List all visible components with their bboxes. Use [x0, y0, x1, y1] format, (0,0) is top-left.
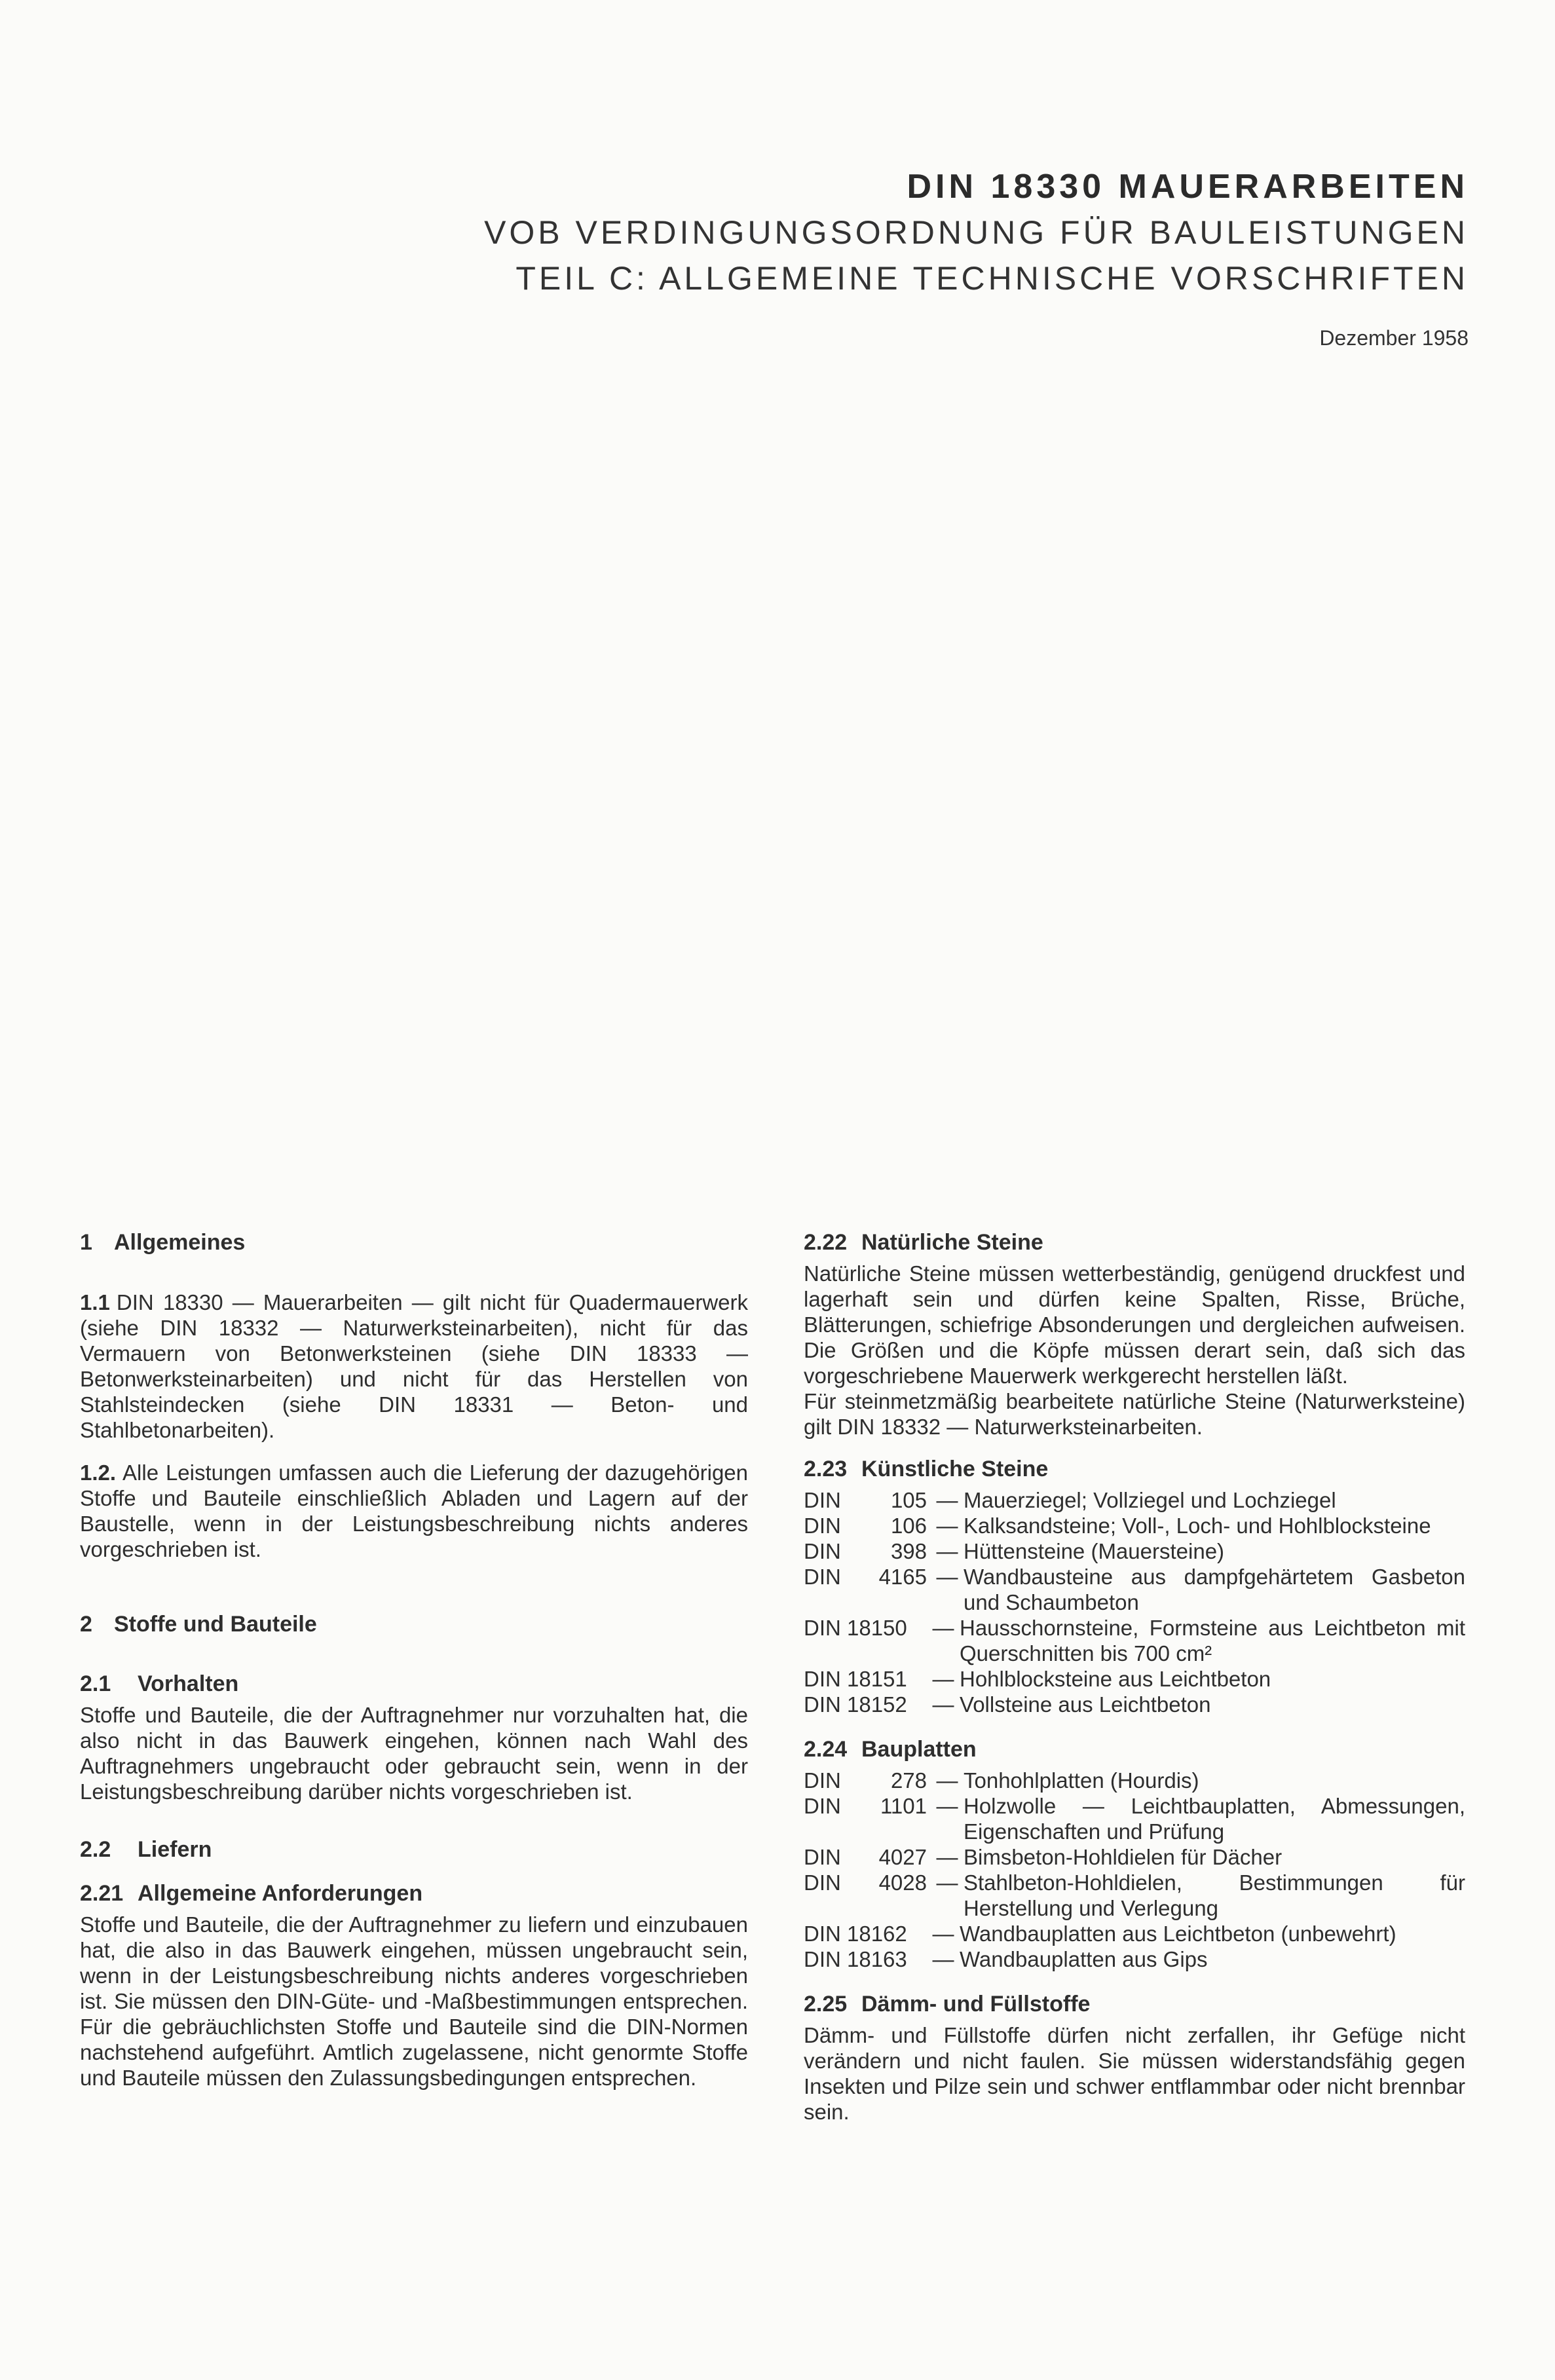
norm-list-kuenstliche-steine	[804, 1487, 1465, 1717]
norm-entry	[804, 1921, 1465, 1946]
norm-title: Kalksandsteine; Voll-, Loch- und Hohlblocksteine	[964, 1514, 1431, 1538]
section-number: 2.21	[80, 1881, 124, 1906]
norm-din-label: DIN	[804, 1845, 841, 1869]
norm-din-label: DIN 18152	[804, 1692, 907, 1717]
norm-title: Holzwolle — Leichtbauplatten, Abmessungen, Eigenschaften und Prüfung	[964, 1794, 1465, 1844]
section-heading-1	[80, 1230, 748, 1255]
section-heading-2-1	[80, 1671, 748, 1697]
norm-number: 4165	[878, 1565, 927, 1589]
section-number: 2.24	[804, 1737, 848, 1762]
paragraph-number: 1.1	[80, 1290, 110, 1314]
section-number: 2.1	[80, 1671, 111, 1696]
norm-number: 4027	[878, 1845, 927, 1869]
section-heading-2-23	[804, 1457, 1465, 1482]
norm-title: Hausschornsteine, Formsteine aus Leichtbeton mit Querschnitten bis 700 cm²	[960, 1616, 1465, 1665]
paragraph-2-22-b: Für steinmetzmäßig bearbeitete natürliche Steine (Naturwerksteine) gilt DIN 18332 — Naturwerksteinarbeiten.	[804, 1389, 1465, 1439]
section-number: 2	[80, 1612, 92, 1637]
norm-title: Vollsteine aus Leichtbeton	[960, 1692, 1211, 1717]
norm-entry	[804, 1692, 1465, 1717]
paragraph-1-2	[80, 1460, 748, 1562]
norm-dash: —	[936, 1565, 958, 1589]
norm-title: Wandbausteine aus dampfgehärtetem Gasbeton und Schaumbeton	[964, 1565, 1465, 1614]
norm-number: 4028	[878, 1870, 927, 1895]
norm-entry	[804, 1615, 1465, 1666]
document-header	[484, 164, 1469, 350]
norm-title: Stahlbeton-Hohldielen, Bestimmungen für Herstellung und Verlegung	[964, 1870, 1465, 1920]
norm-number: 398	[890, 1539, 927, 1563]
section-title: Vorhalten	[138, 1671, 239, 1696]
section-number: 2.22	[804, 1230, 848, 1255]
norm-entry	[804, 1870, 1465, 1921]
norm-din-label: DIN	[804, 1870, 841, 1895]
norm-entry	[804, 1564, 1465, 1615]
section-title: Bauplatten	[861, 1737, 977, 1762]
norm-title: Tonhohlplatten (Hourdis)	[964, 1768, 1199, 1793]
paragraph-text: DIN 18330 — Mauerarbeiten — gilt nicht für Quadermauerwerk (siehe DIN 18332 — Naturwerksteinarbeiten), nicht für das Vermauern von Betonwerksteinen (siehe DIN 18333 — Betonwerksteinarbeiten) und nicht für das Herstellen von Stahlsteindecken (siehe DIN 18331 — Beton- und Stahlbetonarbeiten).	[80, 1290, 748, 1442]
paragraph-text: Alle Leistungen umfassen auch die Lieferung der dazugehörigen Stoffe und Bauteile einschließlich Abladen und Lagern auf der Baustelle, wenn in der Leistungsbeschreibung nichts anderes vorgeschrieben ist.	[80, 1460, 748, 1561]
section-title: Künstliche Steine	[861, 1457, 1049, 1481]
norm-dash: —	[936, 1488, 958, 1512]
section-heading-2-22	[804, 1230, 1465, 1255]
norm-entry	[804, 1538, 1465, 1564]
norm-dash: —	[932, 1616, 954, 1640]
norm-title: Bimsbeton-Hohldielen für Dächer	[964, 1845, 1283, 1869]
section-heading-2-21	[80, 1881, 748, 1906]
document-title: DIN 18330 MAUERARBEITEN	[907, 168, 1469, 206]
norm-entry	[804, 1844, 1465, 1870]
norm-dash: —	[936, 1794, 958, 1818]
paragraph-1-1	[80, 1290, 748, 1443]
section-heading-2-25	[804, 1992, 1465, 2017]
norm-dash: —	[936, 1870, 958, 1895]
document-subtitle-vob: VOB VERDINGUNGSORDNUNG FÜR BAULEISTUNGEN	[484, 214, 1469, 251]
norm-dash: —	[936, 1539, 958, 1563]
norm-entry	[804, 1946, 1465, 1972]
norm-dash: —	[932, 1692, 954, 1717]
norm-dash: —	[932, 1922, 954, 1946]
norm-din-label: DIN 18162	[804, 1922, 907, 1946]
norm-title: Wandbauplatten aus Gips	[960, 1947, 1208, 1971]
left-column	[80, 1230, 748, 2091]
norm-entry	[804, 1666, 1465, 1692]
section-number: 2.25	[804, 1992, 848, 2017]
norm-entry	[804, 1768, 1465, 1793]
norm-entry	[804, 1487, 1465, 1513]
norm-number: 106	[890, 1514, 927, 1538]
norm-title: Mauerziegel; Vollziegel und Lochziegel	[964, 1488, 1336, 1512]
norm-din-label: DIN	[804, 1768, 841, 1793]
norm-din-label: DIN	[804, 1514, 841, 1538]
norm-title: Hohlblocksteine aus Leichtbeton	[960, 1667, 1271, 1691]
norm-dash: —	[936, 1845, 958, 1869]
norm-din-label: DIN	[804, 1539, 841, 1563]
norm-entry	[804, 1793, 1465, 1844]
norm-dash: —	[932, 1947, 954, 1971]
norm-din-label: DIN 18150	[804, 1616, 907, 1640]
section-title: Liefern	[138, 1837, 212, 1862]
section-title: Allgemeines	[114, 1230, 246, 1255]
norm-title: Wandbauplatten aus Leichtbeton (unbewehrt)	[960, 1922, 1396, 1946]
norm-dash: —	[936, 1514, 958, 1538]
right-column	[804, 1230, 1465, 2125]
paragraph-2-21: Stoffe und Bauteile, die der Auftragnehmer zu liefern und einzubauen hat, die also in das Bauwerk eingehen, müssen ungebraucht sein, wenn in der Leistungsbeschreibung nichts anderes vorgeschrieben ist. Sie müssen den DIN-Güte- und -Maßbestimmungen entsprechen. Für die gebräuchlichsten Stoffe und Bauteile sind die DIN-Normen nachstehend aufgeführt. Amtlich zugelassene, nicht genormte Stoffe und Bauteile müssen den Zulassungsbedingungen entsprechen.	[80, 1912, 748, 2090]
norm-number: 105	[890, 1488, 927, 1512]
section-number: 2.2	[80, 1837, 111, 1862]
section-heading-2-24	[804, 1737, 1465, 1762]
norm-list-bauplatten	[804, 1768, 1465, 1972]
norm-din-label: DIN 18151	[804, 1667, 907, 1691]
section-heading-2	[80, 1612, 748, 1637]
document-subtitle-part-c: TEIL C: ALLGEMEINE TECHNISCHE VORSCHRIFTEN	[515, 260, 1469, 297]
section-title: Stoffe und Bauteile	[114, 1612, 317, 1637]
paragraph-2-1: Stoffe und Bauteile, die der Auftragnehmer nur vorzuhalten hat, die also nicht in das Bauwerk eingehen, können nach Wahl des Auftragnehmers ungebraucht oder gebraucht sein, wenn in der Leistungsbeschreibung darüber nichts vorgeschrieben ist.	[80, 1703, 748, 1804]
norm-title: Hüttensteine (Mauersteine)	[964, 1539, 1225, 1563]
section-title: Dämm- und Füllstoffe	[861, 1992, 1091, 2017]
document-date: Dezember 1958	[1319, 326, 1469, 350]
paragraph-2-25: Dämm- und Füllstoffe dürfen nicht zerfallen, ihr Gefüge nicht verändern und nicht faulen. Sie müssen widerstandsfähig gegen Insekten und Pilze sein und schwer entflammbar oder nicht brennbar sein.	[804, 2023, 1465, 2124]
section-title: Allgemeine Anforderungen	[138, 1881, 423, 1906]
norm-number: 278	[890, 1768, 927, 1793]
paragraph-number: 1.2.	[80, 1460, 117, 1485]
section-heading-2-2	[80, 1837, 748, 1863]
norm-din-label: DIN 18163	[804, 1947, 907, 1971]
section-number: 2.23	[804, 1457, 848, 1481]
paragraph-2-22-a: Natürliche Steine müssen wetterbeständig, genügend druckfest und lagerhaft sein und dürfen keine Spalten, Risse, Brüche, Blätterungen, schiefrige Absonderungen und dergleichen aufweisen. Die Größen und die Köpfe müssen derart sein, daß sich das vorgeschriebene Mauerwerk werkgerecht herstellen läßt.	[804, 1261, 1465, 1388]
norm-din-label: DIN	[804, 1565, 841, 1589]
section-title: Natürliche Steine	[861, 1230, 1043, 1255]
norm-dash: —	[936, 1768, 958, 1793]
norm-din-label: DIN	[804, 1488, 841, 1512]
norm-entry	[804, 1513, 1465, 1538]
section-number: 1	[80, 1230, 92, 1255]
norm-number: 1101	[880, 1794, 927, 1818]
norm-din-label: DIN	[804, 1794, 841, 1818]
norm-dash: —	[932, 1667, 954, 1691]
